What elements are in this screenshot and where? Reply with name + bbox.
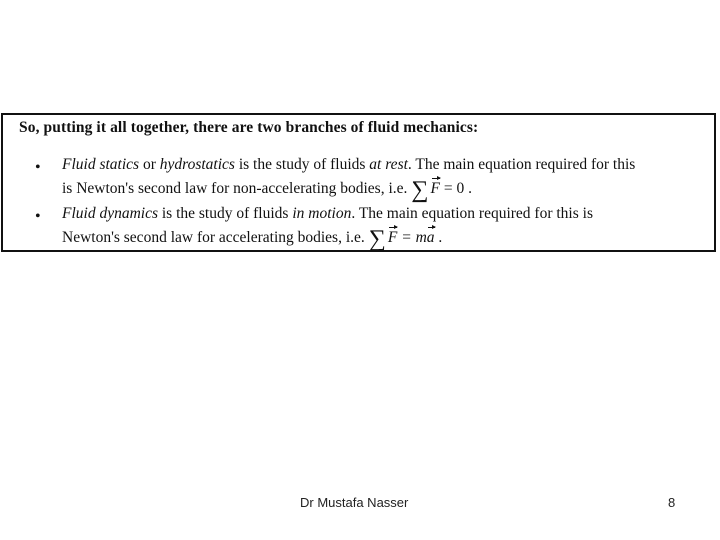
item-text: or: [139, 156, 160, 173]
item-text: . The main equation required for this: [407, 156, 636, 173]
equation-newton-second-law: [365, 226, 435, 252]
item-text: Newton's second law for accelerating bodies, i.e.: [62, 229, 365, 246]
sum-symbol: ∑: [368, 226, 386, 252]
emphasis-in-motion: in motion: [292, 205, 352, 222]
footer-author: Dr Mustafa Nasser: [300, 495, 409, 510]
item-line: [62, 177, 712, 202]
term-fluid-dynamics: Fluid dynamics: [62, 205, 158, 222]
equation-end: .: [434, 229, 443, 246]
list-item-fluid-statics: [62, 153, 712, 202]
term-hydrostatics: hydrostatics: [159, 156, 235, 173]
page-number: 8: [668, 495, 676, 510]
item-text: . The main equation required for this is: [351, 205, 593, 222]
bullet-icon: •: [35, 208, 41, 225]
force-vector: F: [388, 226, 397, 250]
section-heading: So, putting it all together, there are two branches of fluid mechanics:: [19, 119, 479, 136]
item-text: is the study of fluids: [234, 156, 370, 173]
list-item-fluid-dynamics: [62, 202, 712, 251]
item-text: is Newton's second law for non-accelerating bodies, i.e.: [62, 180, 408, 197]
item-line: [62, 202, 712, 226]
item-line: [62, 153, 712, 177]
content-box: [1, 113, 716, 252]
acceleration-vector: a: [427, 226, 435, 250]
item-text: is the study of fluids: [158, 205, 293, 222]
term-fluid-statics: Fluid statics: [62, 156, 140, 173]
equation-rhs: = 0: [439, 180, 465, 197]
equation-static-equilibrium: [407, 177, 465, 203]
emphasis-at-rest: at rest: [369, 156, 408, 173]
equation-mass: = m: [397, 229, 427, 246]
bullet-icon: •: [35, 159, 41, 176]
equation-end: .: [464, 180, 472, 197]
sum-symbol: ∑: [411, 177, 429, 203]
force-vector: F: [431, 177, 440, 201]
item-line: [62, 226, 712, 251]
